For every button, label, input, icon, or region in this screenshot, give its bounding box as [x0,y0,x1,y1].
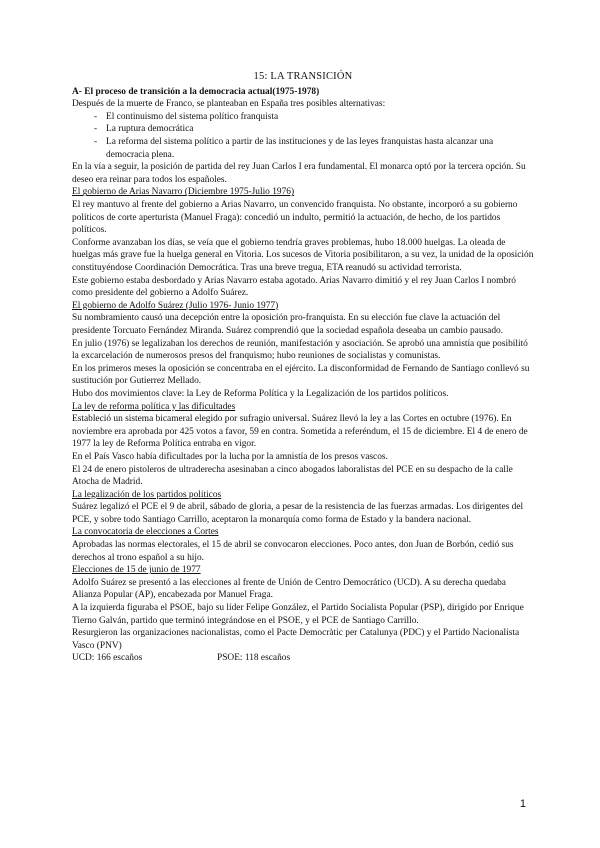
paragraph: Suárez legalizó el PCE el 9 de abril, sábado de gloria, a pesar de la resistencia de las fuerzas armadas. Los dirigentes del PCE, y sobre todo Santiago Carrillo, aceptaron la monarquía como forma de Estado y la bandera nacional. [72,502,524,525]
paragraph: A la izquierda figuraba el PSOE, bajo su líder Felipe González, el Partido Socialista Popular (PSP), dirigido por Enrique Tierno Galván, partido que terminó integrándose en el PSOE, y el PCE de Santiago Carrillo. [72,603,524,626]
ucd-seats: UCD: 166 escaños [72,653,143,664]
page-title: 15: LA TRANSICIÓN [253,71,353,82]
paragraph: En julio (1976) se legalizaban los derechos de reunión, manifestación y asociación. Se aprobó una amnistía que posibilitó la excarcelación de numerosos presos del franquismo; hubo reuniones de socialistas y comunistas. [72,338,528,362]
elecciones-heading: Elecciones de 15 de junio de 1977 [72,565,201,576]
ley-reforma-heading: La ley de reforma política y las dificultades [72,401,236,412]
paragraph: Resurgieron las organizaciones nacionalistas, como el Pacte Democràtic per Catalunya (PDC) y el Partido Nacionalista Vasco (PNV) [72,628,520,651]
paragraph: Hubo dos movimientos clave: la Ley de Reforma Política y la Legalización de los partidos políticos. [72,388,449,399]
juan-carlos-paragraph: En la vía a seguir, la posición de partida del rey Juan Carlos I era fundamental. El monarca optó por la tercera opción. Su deseo era reinar para todos los españoles. [72,162,526,185]
paragraph: Estableció un sistema bicameral elegido por sufragio universal. Suárez llevó la ley a las Cortes en octubre (1976). En noviembre era aprobada por 425 votos a favor, 59 en contra. Sometida a referéndum, el 15 de diciembre. El 4 de enero de 1977 la ley de Reforma Política entraba en vigor. [72,414,528,450]
paragraph: En el País Vasco había dificultades por la lucha por la amnistía de los presos vascos. [72,451,388,462]
list-item: - La reforma del sistema político a partir de las instituciones y de las leyes franquistas hasta alcanzar una democracia plena. [94,136,534,161]
seat-results [72,652,534,665]
paragraph: En los primeros meses la oposición se concentraba en el ejército. La disconformidad de Fernando de Santiago conllevó su sustitución por Gutierrez Mellado. [72,363,530,387]
alternatives-list [72,111,534,161]
paragraph: El rey mantuvo al frente del gobierno a Arias Navarro, un convencido franquista. No obstante, incorporó a su gobierno políticos de corte aperturista (Manuel Fraga): concedió un indulto, permitió la actuación, de hecho, de los partidos políticos. [72,200,518,236]
convocatoria-heading: La convocatoria de elecciones a Cortes [72,527,219,538]
page-number: 1 [519,798,526,810]
suarez-heading: El gobierno de Adolfo Suárez (Julio 1976- Junio 1977) [72,300,279,311]
paragraph: Su nombramiento causó una decepción entre la oposición pro-franquista. En su elección fue clave la actuación del presidente Torcuato Fernández Miranda. Suárez comprendió que la sociedad española deseaba un cambio pausado. [72,313,504,336]
paragraph: Conforme avanzaban los días, se veía que el gobierno tendría graves problemas, hubo 18.000 huelgas. La oleada de huelgas más grave fue la huelga general en Vitoria. Los sucesos de Vitoria posibilitaron, a su vez, la unidad de la oposición constituyéndose Coordinación Democrática. Tras una breve tregua, ETA reanudó su actividad terrorista. [72,237,534,274]
section-a-title: A- El proceso de transición a la democracia actual(1975-1978) [72,87,320,97]
paragraph: Adolfo Suárez se presentó a las elecciones al frente de Unión de Centro Democrático (UCD). A su derecha quedaba Alianza Popular (AP), encabezada por Manuel Fraga. [72,577,506,601]
paragraph: Aprobadas las normas electorales, el 15 de abril se convocaron elecciones. Poco antes, don Juan de Borbón, cedió sus derechos al trono español a su hijo. [72,540,514,563]
psoe-seats: PSOE: 118 escaños [217,653,291,664]
document-body [72,70,534,665]
list-item: - La ruptura democrática [94,123,534,136]
intro-paragraph: Después de la muerte de Franco, se planteaban en España tres posibles alternativas: [72,99,386,110]
paragraph: El 24 de enero pistoleros de ultraderecha asesinaban a cinco abogados laboralistas del PCE en su despacho de la calle Atocha de Madrid. [72,464,513,488]
legalizacion-heading: La legalización de los partidos políticos [72,489,222,500]
arias-heading: El gobierno de Arias Navarro (Diciembre 1975-Julio 1976) [72,187,295,198]
paragraph: Este gobierno estaba desbordado y Arias Navarro estaba agotado. Arias Navarro dimitió y el rey Juan Carlos I nombró como presidente del gobierno a Adolfo Suárez. [72,275,516,299]
list-item: - El continuismo del sistema político franquista [94,111,534,124]
